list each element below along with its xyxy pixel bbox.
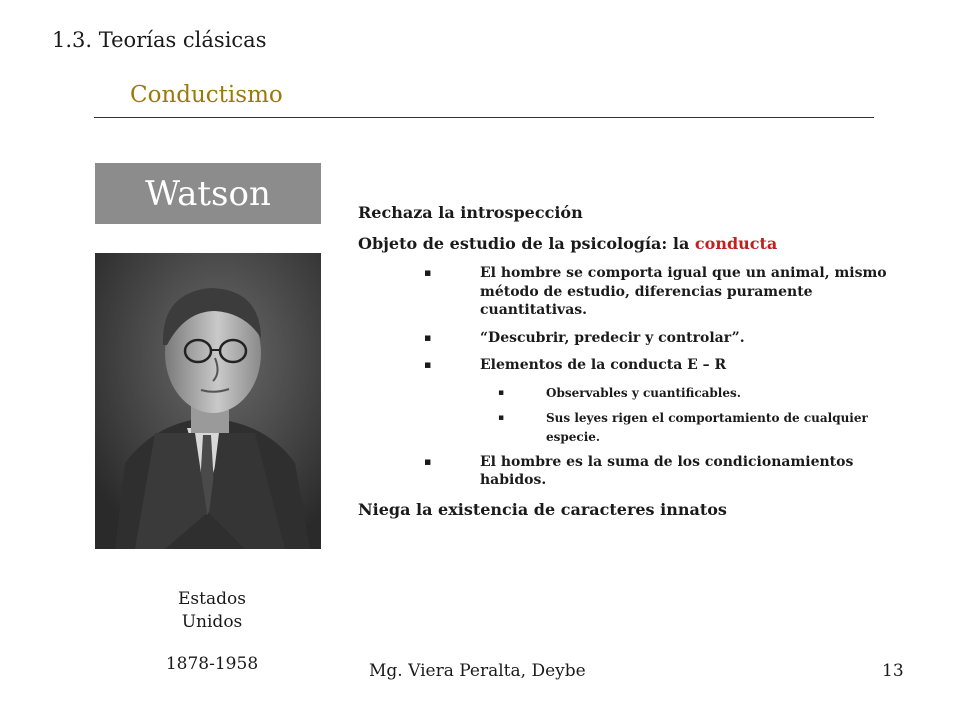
name-banner — [95, 163, 321, 224]
sub-point — [358, 264, 918, 320]
highlight-conducta: conducta — [694, 234, 778, 253]
square-bullet-icon: ▪ — [498, 412, 505, 423]
sub-sub-point-text: Sus leyes rigen el comportamiento de cualquier especie. — [546, 410, 868, 444]
slide-content — [358, 202, 918, 530]
point-object-prefix: Objeto de estudio de la psicología: la — [358, 234, 695, 253]
footer-author: Mg. Viera Peralta, Deybe — [369, 661, 586, 681]
sub-point-text: El hombre se comporta igual que un animal, mismo método de estudio, diferencias puramente cuantitativas. — [480, 265, 887, 318]
sub-sub-point-text: Observables y cuantificables. — [546, 385, 741, 400]
square-bullet-icon: ▪ — [424, 454, 432, 468]
portrait-illustration — [95, 253, 321, 549]
sub-point-text: Elementos de la conducta E – R — [480, 357, 727, 373]
portrait-photo — [95, 253, 321, 549]
sub-sub-point — [358, 384, 918, 403]
country-label — [96, 588, 328, 634]
title-divider — [94, 117, 874, 118]
square-bullet-icon: ▪ — [424, 358, 432, 371]
point-object-of-study — [358, 233, 918, 255]
sub-point — [358, 329, 918, 348]
country-line-1: Estados — [178, 589, 246, 609]
country-line-2: Unidos — [181, 612, 243, 632]
sub-point — [358, 453, 918, 490]
sub-point-text: “Descubrir, predecir y controlar”. — [480, 329, 745, 346]
square-bullet-icon: ▪ — [498, 387, 505, 398]
sub-point-text: El hombre es la suma de los condicionamientos habidos. — [480, 453, 854, 488]
section-title: 1.3. Teorías clásicas — [52, 28, 267, 52]
life-years: 1878-1958 — [165, 654, 259, 674]
sub-point — [358, 356, 918, 375]
page-number: 13 — [882, 661, 904, 681]
person-name: Watson — [145, 173, 271, 214]
sub-sub-point — [358, 409, 918, 447]
square-bullet-icon: ▪ — [424, 266, 432, 279]
topic-title: Conductismo — [130, 82, 283, 108]
square-bullet-icon: ▪ — [424, 330, 432, 344]
point-denies-innate: Niega la existencia de caracteres innatos — [358, 499, 727, 519]
point-rejects-introspection: Rechaza la introspección — [358, 203, 583, 222]
